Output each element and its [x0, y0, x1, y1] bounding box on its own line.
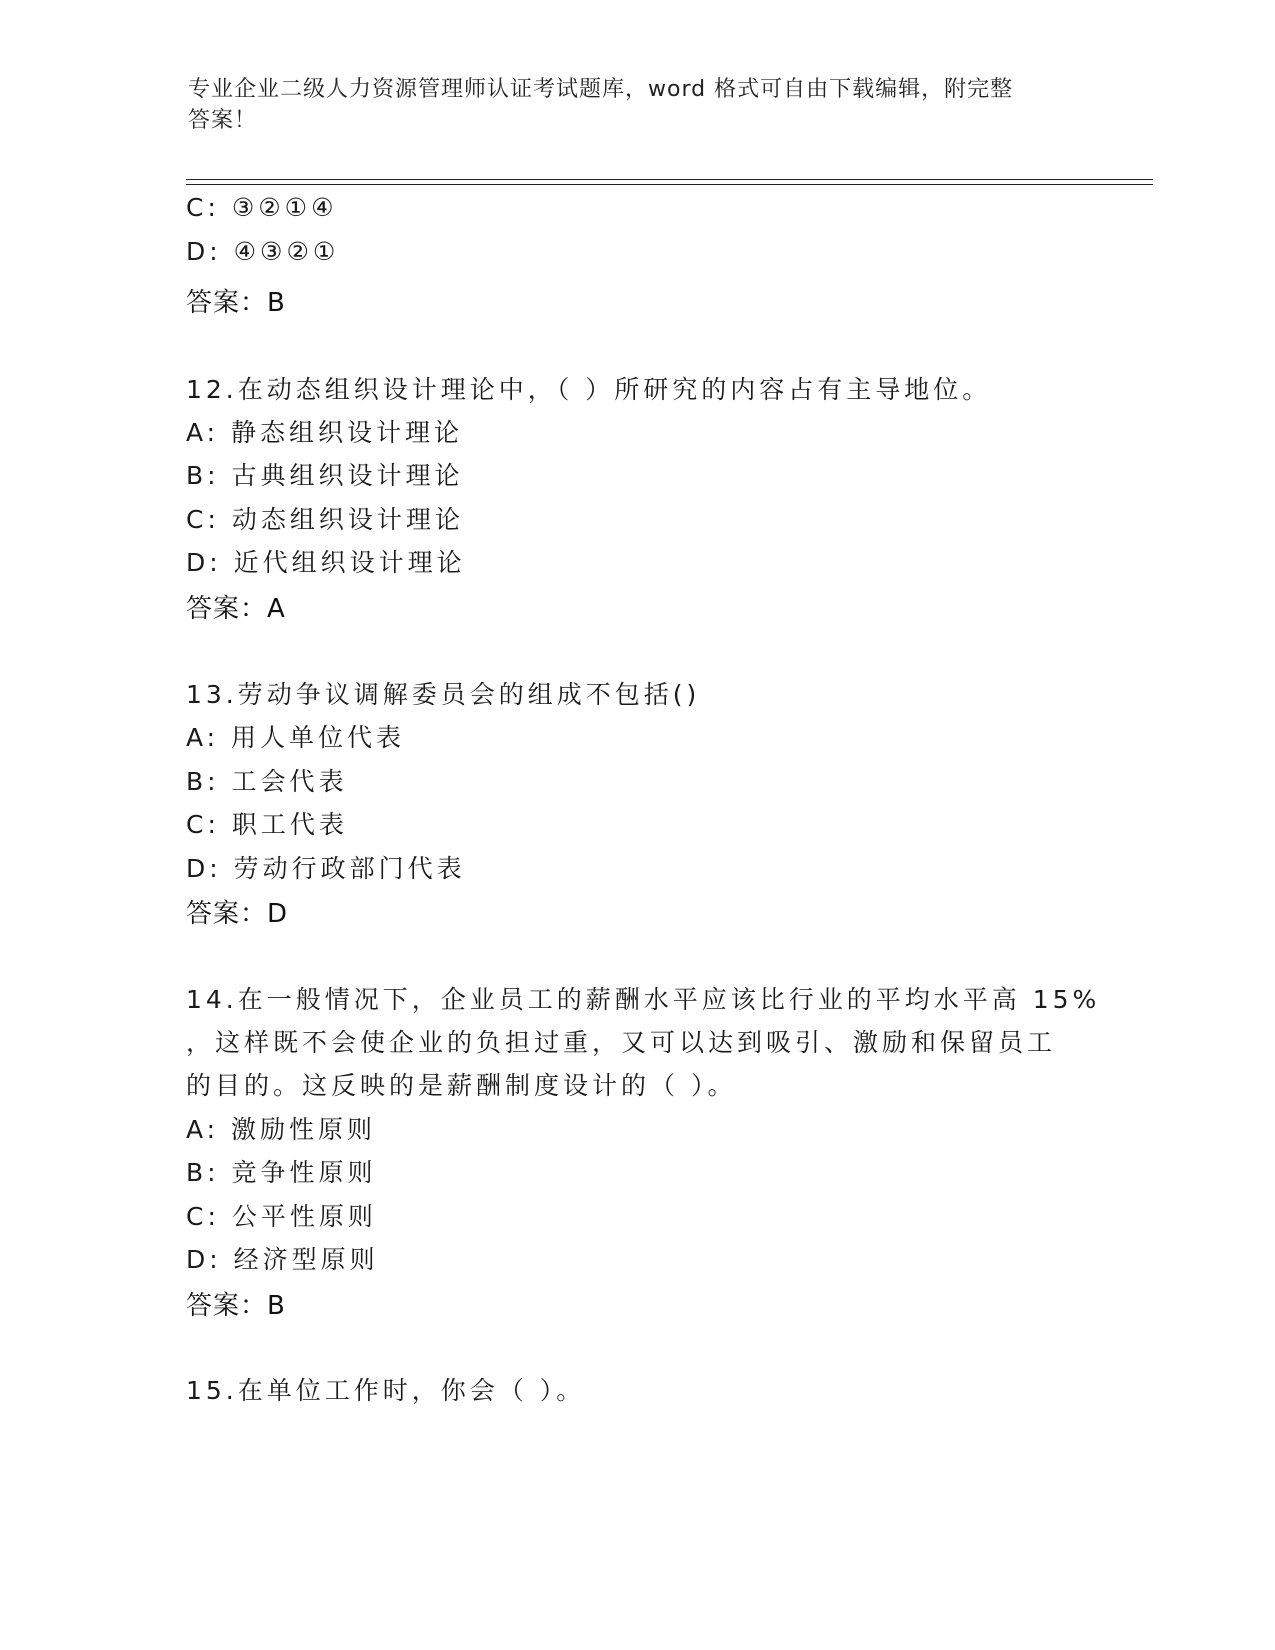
answer-line: 答案：B [186, 1291, 286, 1321]
option-d: D: 近代组织设计理论 [186, 548, 466, 577]
option-d: D: 经济型原则 [186, 1245, 379, 1274]
option-a: A: 用人单位代表 [186, 723, 406, 752]
question-text-line-3: 的目的。这反映的是薪酬制度设计的（ ）。 [186, 1071, 737, 1100]
option-a: A: 静态组织设计理论 [186, 418, 464, 447]
option-b: B: 工会代表 [186, 767, 348, 796]
option-d: D: 劳动行政部门代表 [186, 854, 466, 883]
option-a: A: 激励性原则 [186, 1115, 377, 1144]
header-divider-top [186, 179, 1153, 180]
option-c: C: ③②①④ [186, 193, 338, 222]
question-text-line-2: ，这样既不会使企业的负担过重，又可以达到吸引、激励和保留员工 [186, 1028, 1057, 1057]
option-b: B: 竞争性原则 [186, 1158, 377, 1187]
question-text: 15.在单位工作时，你会（ ）。 [186, 1376, 586, 1405]
option-c: C: 动态组织设计理论 [186, 505, 464, 534]
header-divider-bottom [186, 184, 1153, 185]
page-header [188, 74, 1068, 136]
header-line-1: 专业企业二级人力资源管理师认证考试题库，word 格式可自由下载编辑，附完整 [188, 77, 1014, 102]
question-text: 13.劳动争议调解委员会的组成不包括() [186, 680, 701, 709]
option-c: C: 职工代表 [186, 810, 348, 839]
answer-line: 答案：A [186, 594, 286, 624]
option-b: B: 古典组织设计理论 [186, 461, 464, 490]
answer-line: 答案：D [186, 899, 289, 929]
option-d: D: ④③②① [186, 237, 340, 266]
question-text-line-1: 14.在一般情况下，企业员工的薪酬水平应该比行业的平均水平高 15% [186, 985, 1101, 1014]
question-text: 12.在动态组织设计理论中，（ ）所研究的内容占有主导地位。 [186, 375, 992, 404]
header-line-2: 答案！ [188, 108, 258, 133]
answer-line: 答案：B [186, 288, 286, 318]
option-c: C: 公平性原则 [186, 1202, 377, 1231]
